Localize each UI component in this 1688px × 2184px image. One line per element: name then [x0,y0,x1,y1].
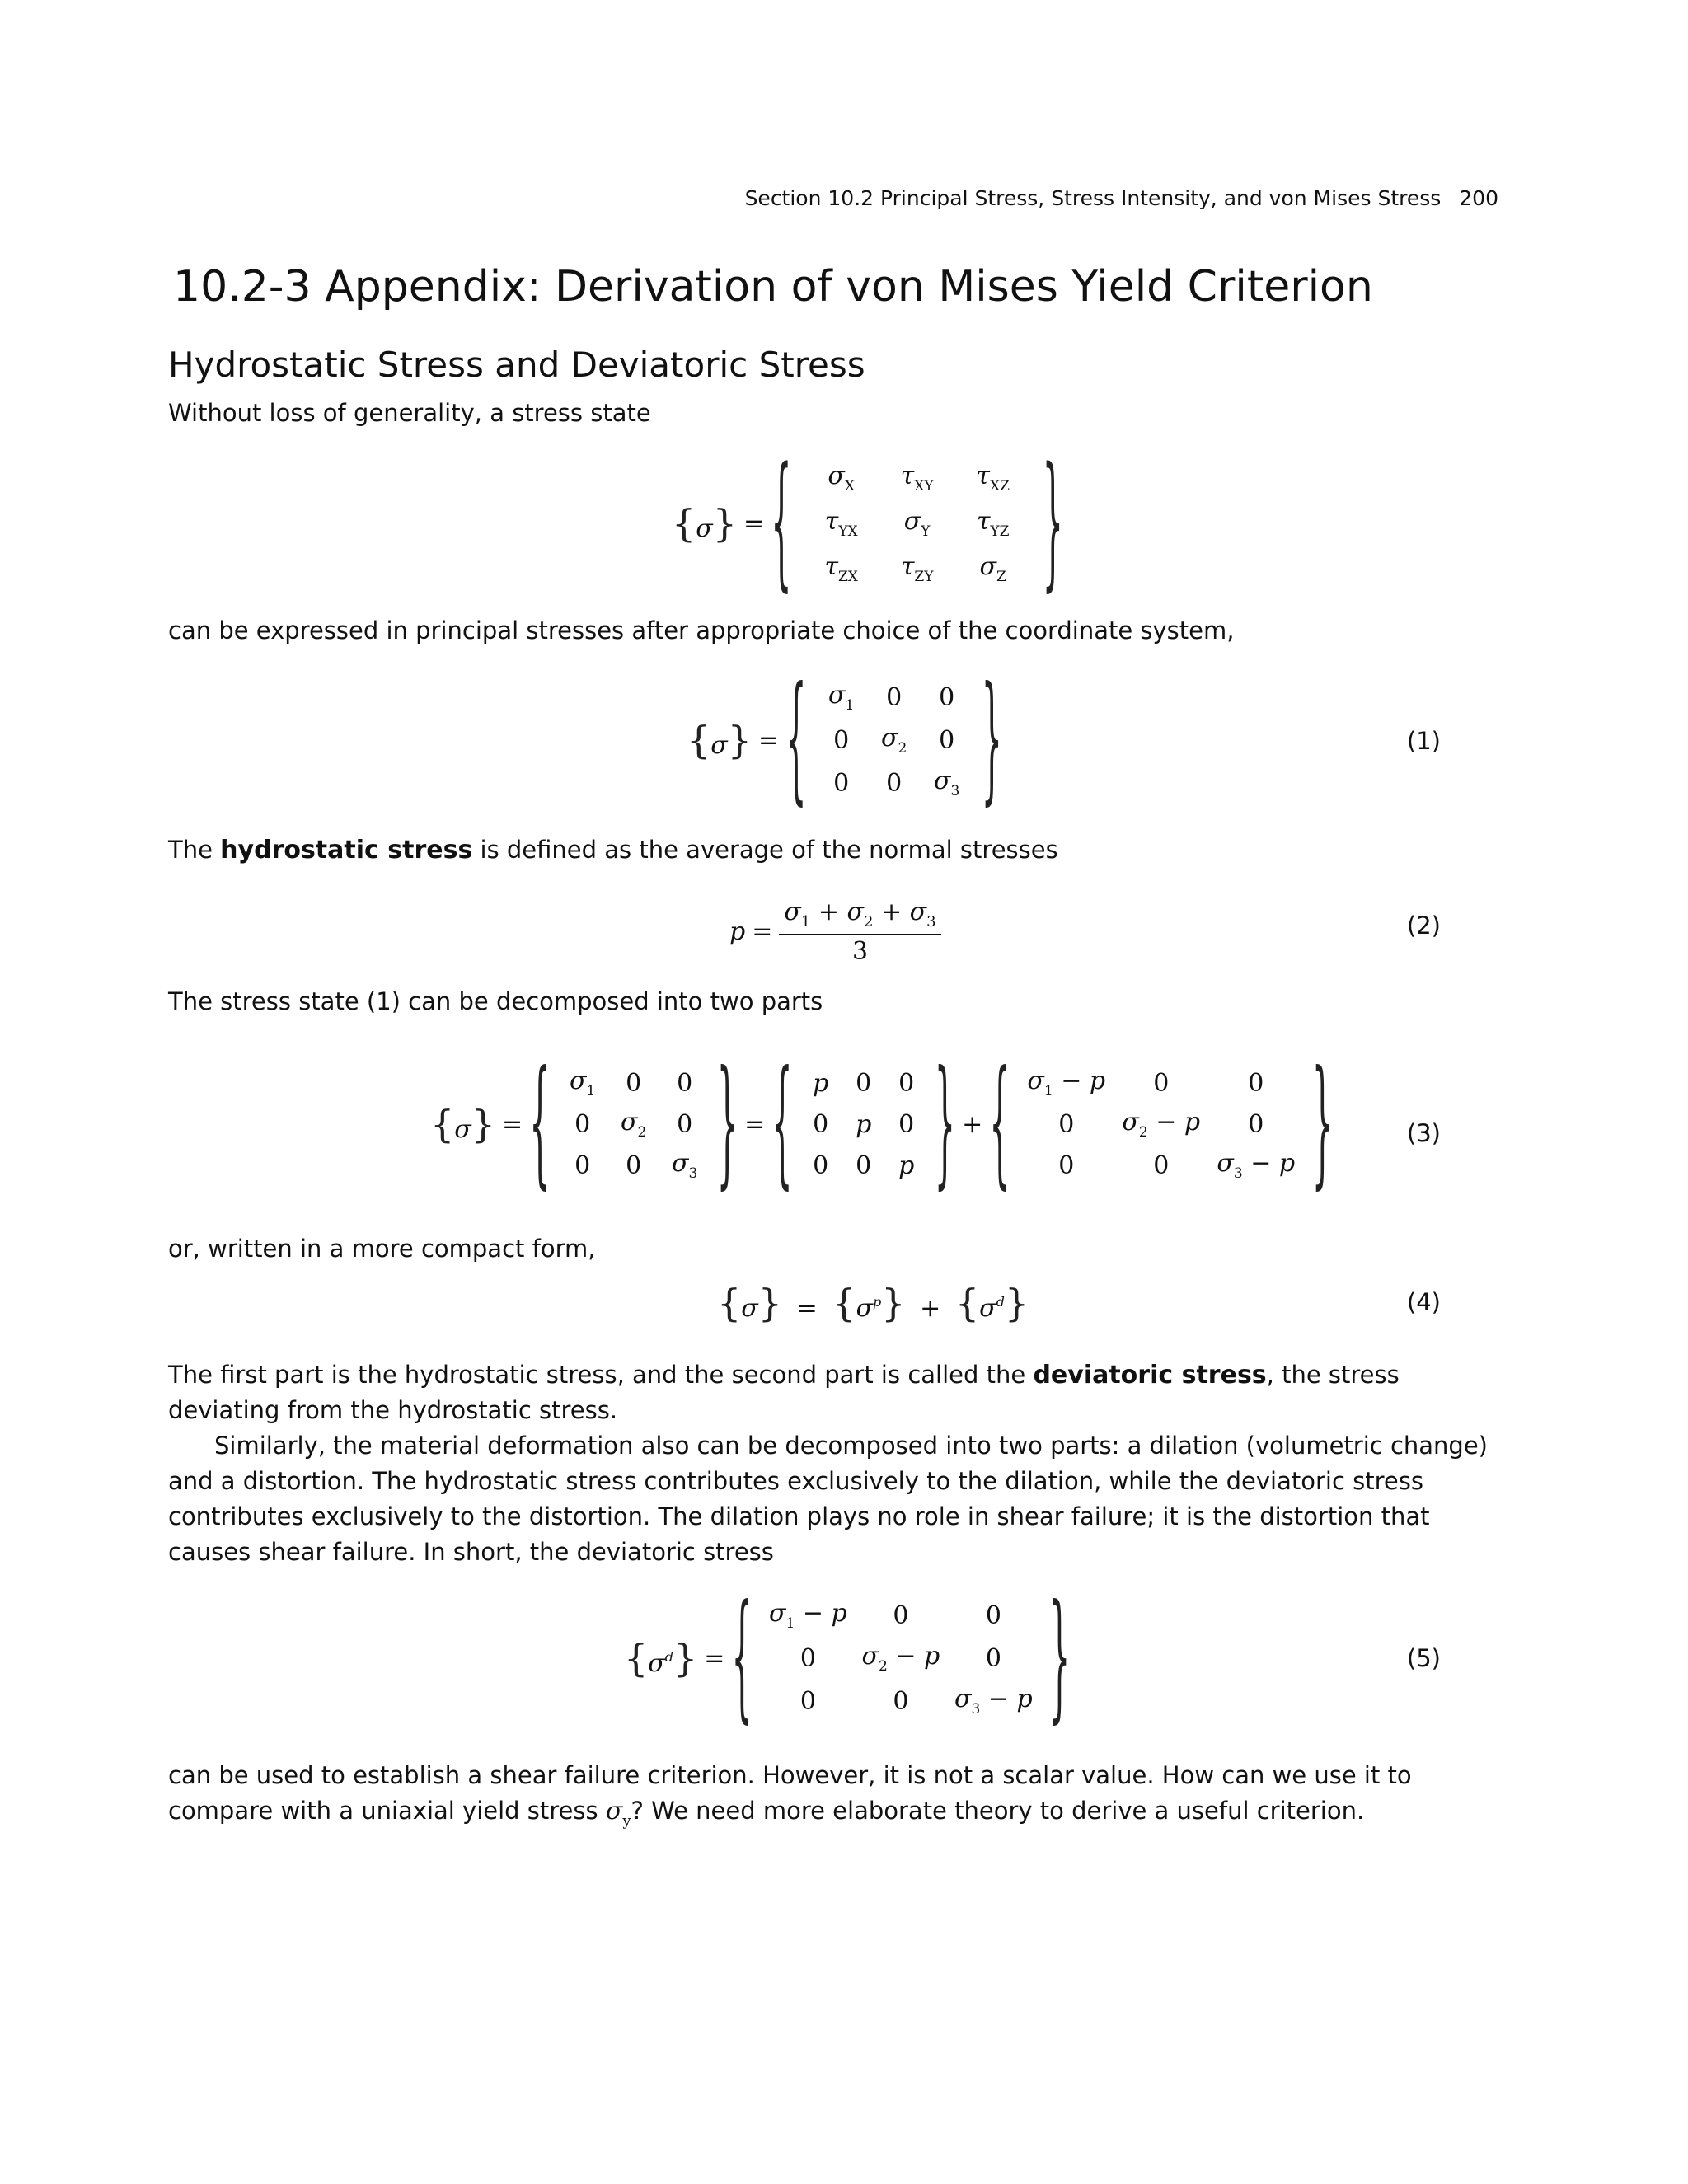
text-run: , the stress deviating from the hydrostatic stress. [168,1361,1400,1424]
text-run: ? We need more elaborate theory to derive a useful criterion. [631,1797,1365,1825]
text-run: The [168,836,221,864]
text-run: can be used to establish a shear failure criterion. However, it is not a scalar value. How can we use it to compare with a uniaxial yield stress [168,1761,1412,1825]
lhs-sigma: {σ} [672,500,738,546]
equation-number-4: (4) [1406,1288,1441,1316]
yield-stress-symbol: $\sigma_y$ [605,1797,631,1830]
section-title: 10.2-3 Appendix: Derivation of von Mises Yield Criterion [173,262,1373,312]
paragraph-compact: or, written in a more compact form, [168,1235,596,1263]
hydrostatic-matrix: p 0 0 0 p 0 0 0 p [813,1068,915,1180]
equation-stress-tensor: {σ} = { $\sigma_X$ $\tau_{XY}$ $\tau_{XZ}$ $\tau_{YX}$ $\sigma_Y$ $\tau_{YZ}$ $\tau_{ZX}$ $\tau_{ZY}$ $\sigma_Z$ } [672,439,1064,607]
principal-matrix-copy: $\sigma_1$ 0 0 0 $\sigma_2$ 0 0 0 $\sigma_3$ [569,1066,698,1182]
equation-number-2: (2) [1406,912,1441,940]
running-head [745,186,1498,210]
paragraph-yield [168,1758,1512,1839]
subsection-title: Hydrostatic Stress and Deviatoric Stress [168,344,865,385]
page-number: 200 [1459,186,1498,210]
paragraph-hydrostatic [168,832,1512,868]
paragraph-deviatoric [168,1357,1512,1428]
principal-matrix: $\sigma_1$ 0 0 0 $\sigma_2$ 0 0 0 $\sigma_3$ [828,681,960,799]
stress-matrix: $\sigma_X$ $\tau_{XY}$ $\tau_{XZ}$ $\tau_{YX}$ $\sigma_Y$ $\tau_{YZ}$ $\tau_{ZX}$ $\tau_{ZY}$ $\sigma_Z$ [824,462,1010,585]
deviatoric-matrix-5: $\sigma_1 - p$ 0 0 0 $\sigma_2 - p$ 0 0 0 $\sigma_3 - p$ [769,1599,1033,1718]
term-hydrostatic-stress: hydrostatic stress [220,836,473,865]
equation-number-1: (1) [1406,727,1441,755]
equation-number-5: (5) [1406,1644,1441,1672]
text-run: is defined as the average of the normal stresses [472,836,1058,864]
paragraph-stress-state: Without loss of generality, a stress state [168,399,651,427]
equation-number-3: (3) [1406,1119,1441,1147]
equation-5: $\{\sigma^d\}$ = { $\sigma_1 - p$ 0 0 0 $\sigma_2 - p$ 0 0 0 $\sigma_3 - p$ } [624,1578,1071,1738]
left-brace: { [771,439,792,607]
text-run: The first part is the hydrostatic stress, and the second part is called the [168,1361,1034,1389]
equation-4: $\{\sigma\} = \{\sigma^p\} + \{\sigma^d\}$ [717,1280,1029,1325]
running-head-title: Section 10.2 Principal Stress, Stress Intensity, and von Mises Stress [744,186,1442,210]
paragraph-deformation: Similarly, the material deformation also can be decomposed into two parts: a dilation (volumetric change) and a distortion. The hydrostatic stress contributes exclusively to the dilation, while the deviatoric stress contributes exclusively to the distortion. The dilation plays no role in shear failure; it is the distortion that causes shear failure. In short, the deviatoric stress [168,1432,1488,1566]
right-brace: } [1042,439,1064,607]
paragraph-principal: can be expressed in principal stresses after appropriate choice of the coordinate system, [168,616,1235,644]
equation-2: p = $\frac{\sigma_1 + \sigma_2 + \sigma_3}{3}$ [729,892,941,971]
term-deviatoric-stress: deviatoric stress [1033,1361,1267,1390]
deviatoric-matrix: $\sigma_1 - p$ 0 0 0 $\sigma_2 - p$ 0 0 0 $\sigma_3 - p$ [1027,1066,1296,1182]
equation-3: {σ} = { $\sigma_1$ 0 0 0 $\sigma_2$ 0 0 0 $\sigma_3$ } = { p 0 0 0 p 0 0 0 p } + { $\sigma_1 - p$ 0 0 0 $\sigma_2 - p$ 0 0 0 $\sigma_3 - p$ } [430,1044,1334,1204]
paragraph-decompose: The stress state (1) can be decomposed into two parts [168,987,823,1015]
equation-1: {σ} = { $\sigma_1$ 0 0 0 $\sigma_2$ 0 0 0 $\sigma_3$ } [687,660,1003,820]
